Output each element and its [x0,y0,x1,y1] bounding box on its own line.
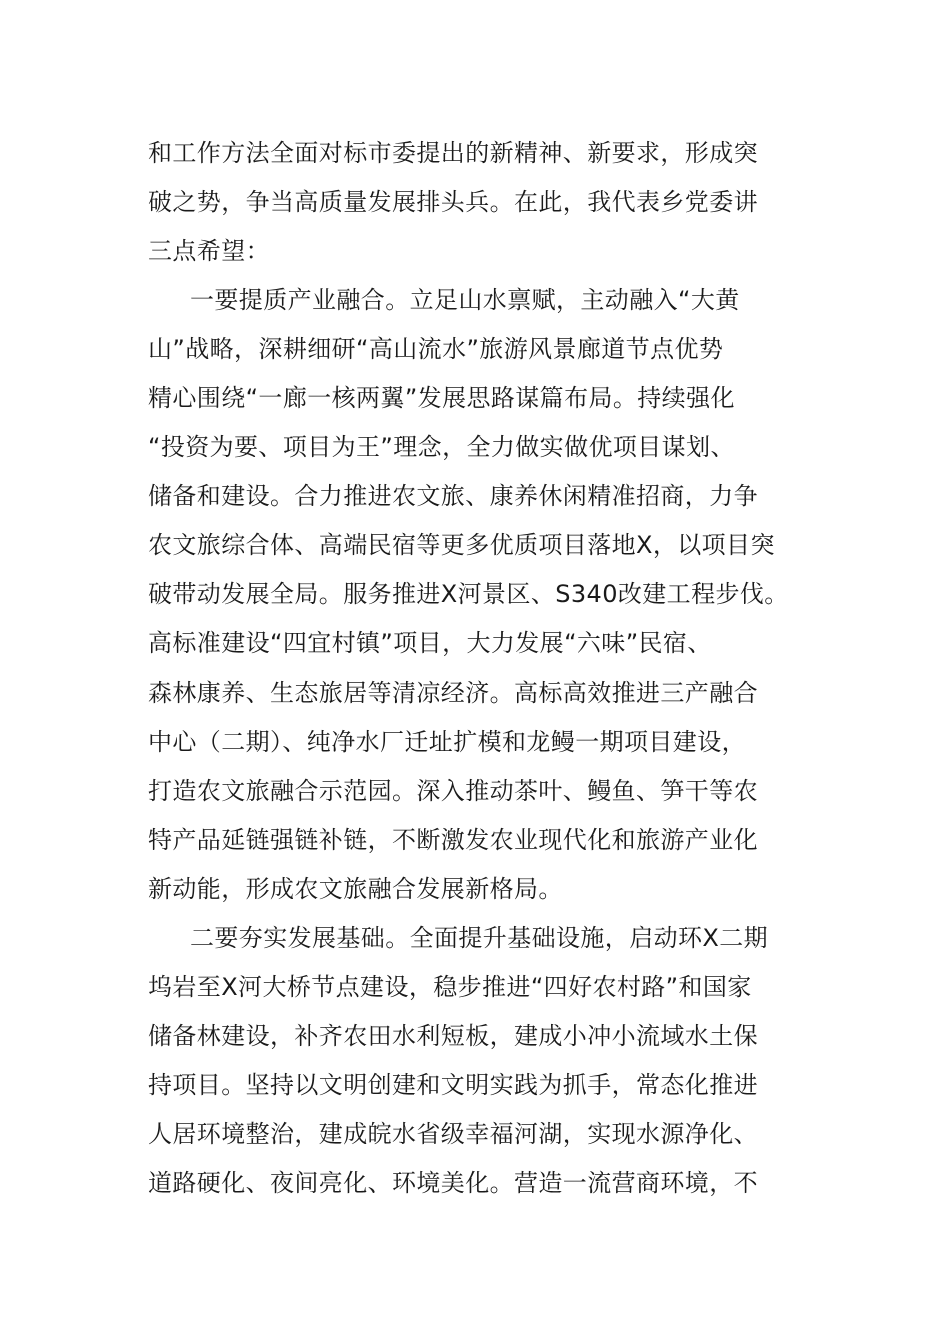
text-line: 中心（二期）、纯净水厂迁址扩模和龙鳗一期项目建设， [148,727,746,756]
paragraph-start-line: 二要夯实发展基础。全面提升基础设施，启动环X二期 [190,923,769,952]
text-line: 打造农文旅融合示范园。深入推动茶叶、鳗鱼、笋干等农 [148,776,758,805]
text-line: 农文旅综合体、高端民宿等更多优质项目落地X，以项目突 [148,531,775,560]
text-line: 山”战略，深耕细研“高山流水”旅游风景廊道节点优势 [148,335,724,364]
text-line: 新动能，形成农文旅融合发展新格局。 [148,874,563,903]
text-line: 破之势，争当高质量发展排头兵。在此，我代表乡党委讲 [148,188,758,217]
text-line: 储备林建设，补齐农田水利短板，建成小冲小流域水土保 [148,1021,758,1050]
text-line: 坞岩至X河大桥节点建设，稳步推进“四好农村路”和国家 [148,972,752,1001]
text-line: 特产品延链强链补链，不断激发农业现代化和旅游产业化 [148,825,758,854]
text-line: 储备和建设。合力推进农文旅、康养休闲精准招商，力争 [148,482,758,511]
body-text [148,129,808,1208]
text-line: 三点希望： [148,237,270,266]
text-line: 精心围绕“一廊一核两翼”发展思路谋篇布局。持续强化 [148,384,735,413]
text-line: 破带动发展全局。服务推进X河景区、S340改建工程步伐。 [148,580,789,609]
text-line: 人居环境整治，建成皖水省级幸福河湖，实现水源净化、 [148,1119,758,1148]
text-line: 高标准建设“四宜村镇”项目，大力发展“六味”民宿、 [148,629,712,658]
text-line: 持项目。坚持以文明创建和文明实践为抓手，常态化推进 [148,1070,758,1099]
text-line: 道路硬化、夜间亮化、环境美化。营造一流营商环境，不 [148,1168,758,1197]
text-line: 和工作方法全面对标市委提出的新精神、新要求，形成突 [148,139,758,167]
text-line: 森林康养、生态旅居等清凉经济。高标高效推进三产融合 [148,678,758,707]
text-line: “投资为要、项目为王”理念，全力做实做优项目谋划、 [148,433,735,462]
paragraph-start-line: 一要提质产业融合。立足山水禀赋，主动融入“大黄 [190,286,740,315]
